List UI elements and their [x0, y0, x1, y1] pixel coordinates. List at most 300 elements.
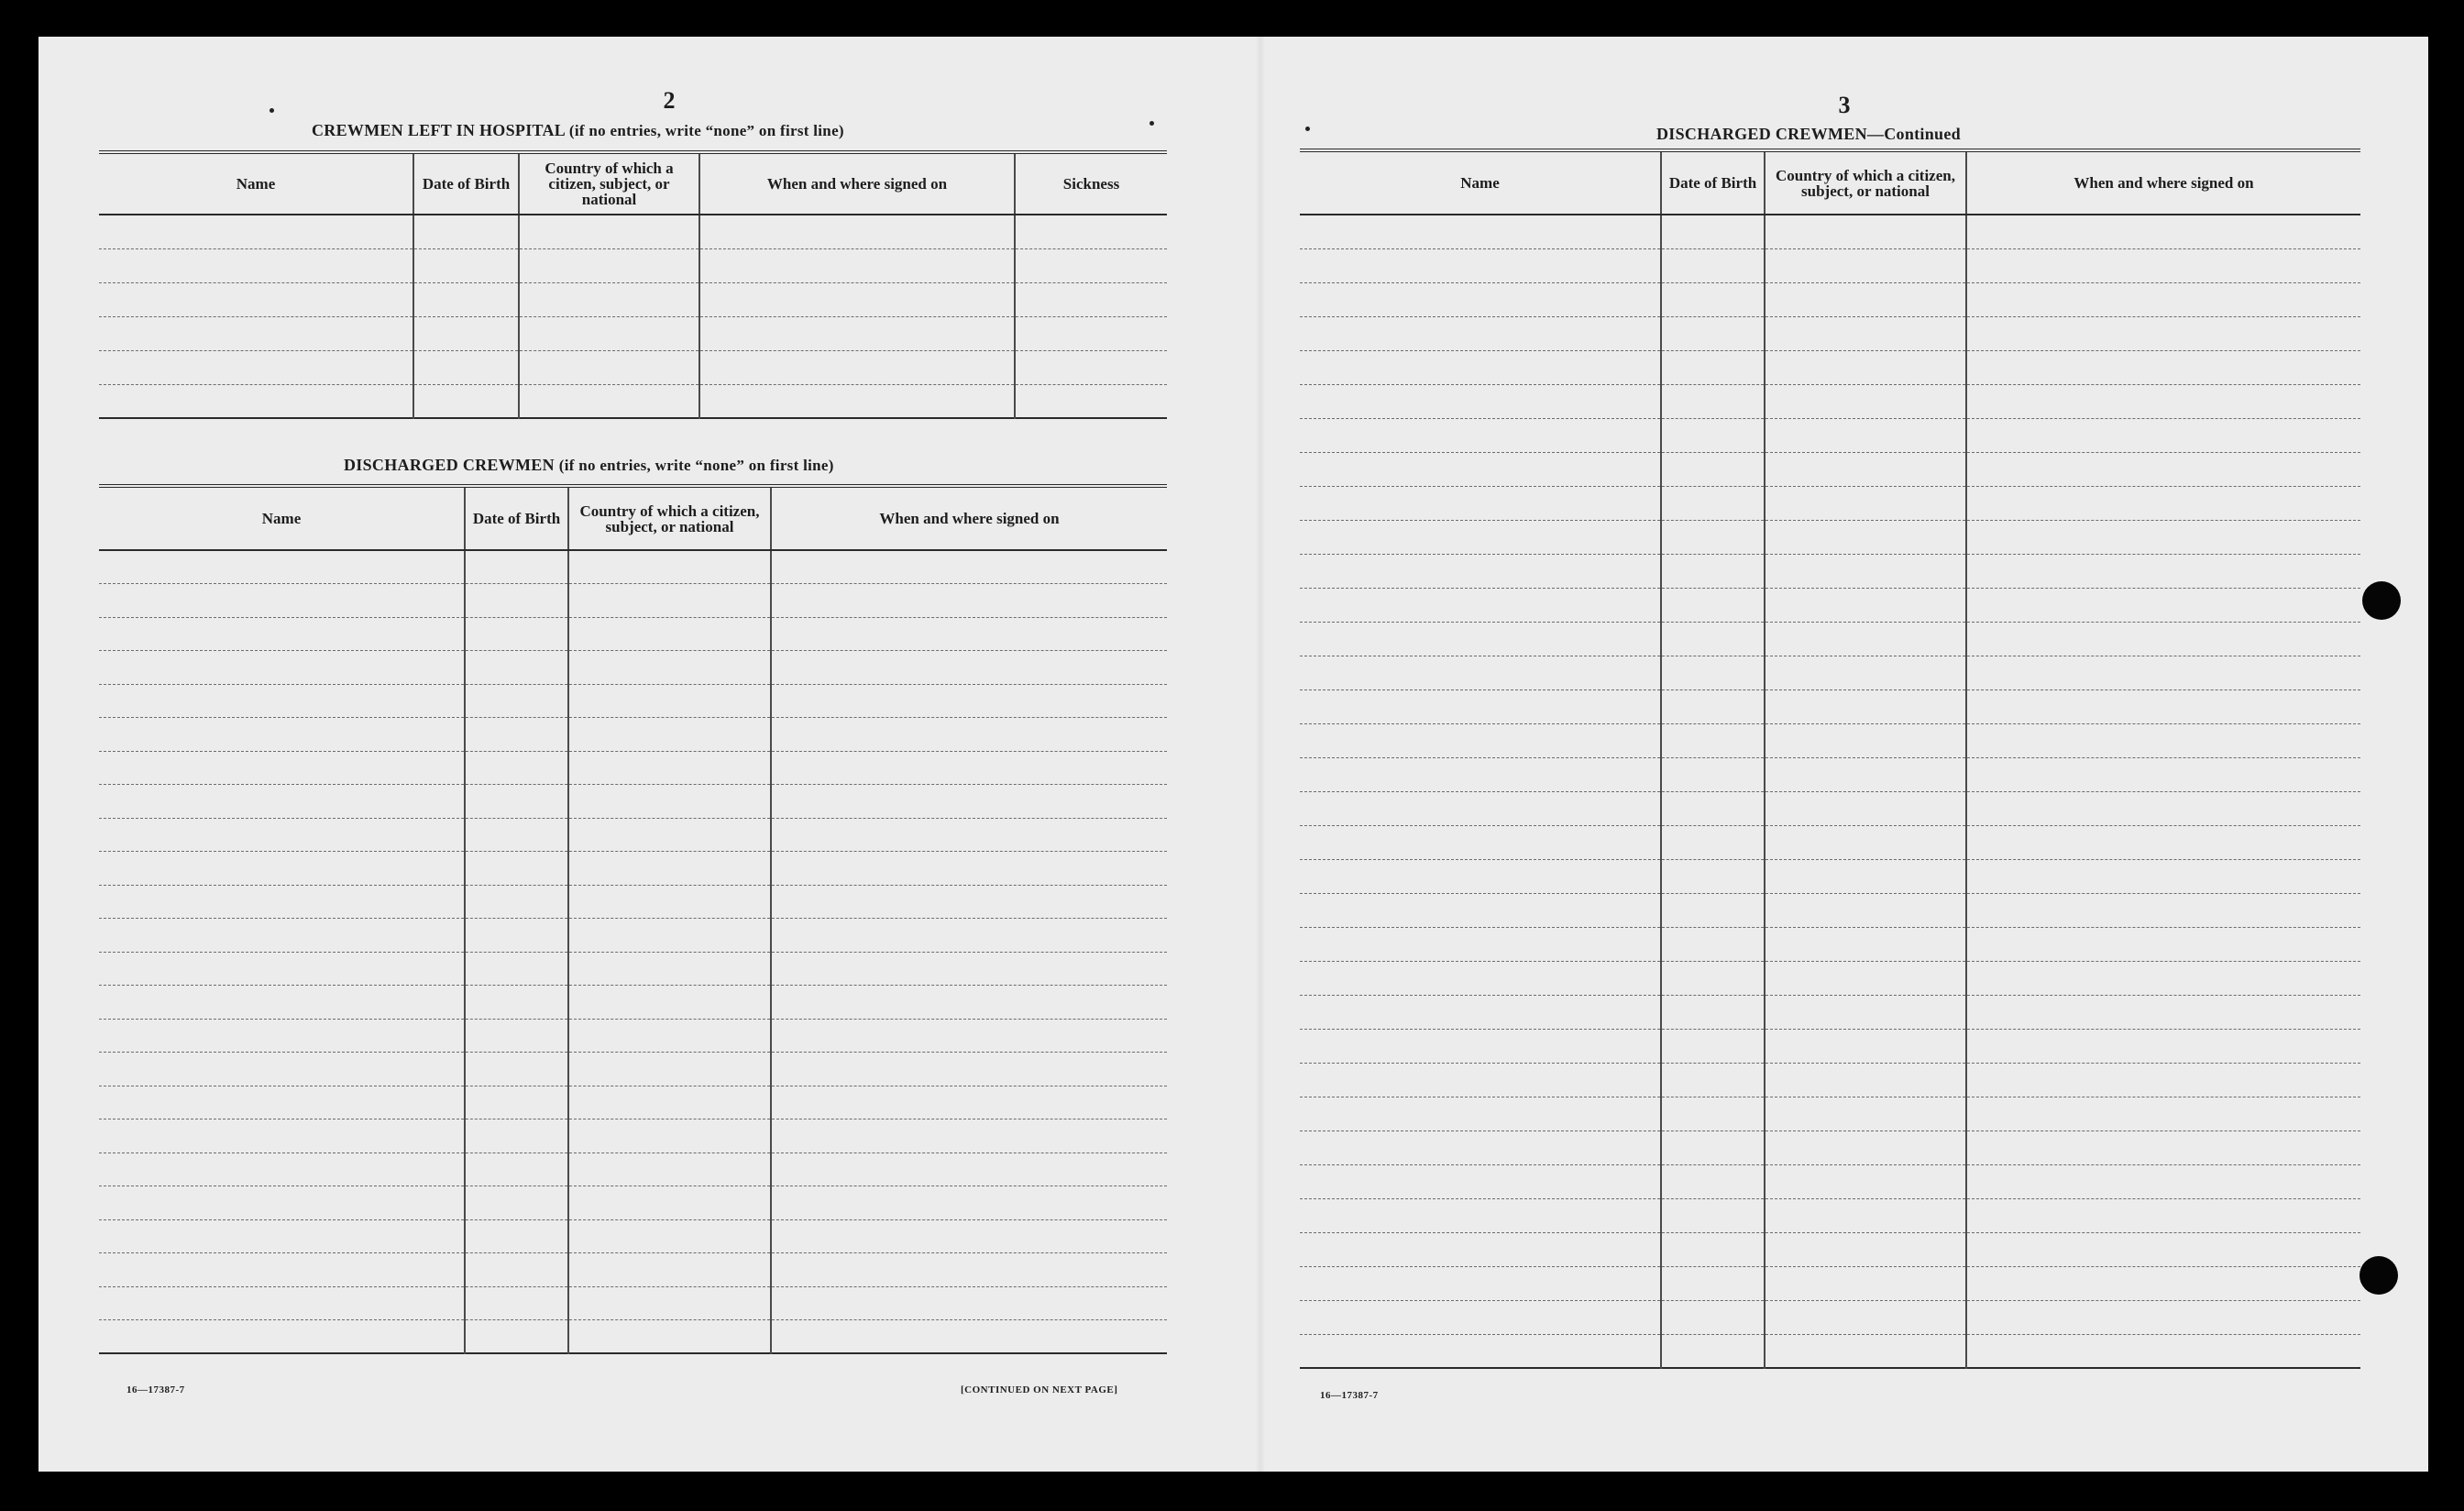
ledger-cell[interactable] [771, 1186, 1167, 1220]
ledger-cell[interactable] [568, 584, 771, 618]
ledger-cell[interactable] [1300, 282, 1661, 316]
column-header-name: Name [99, 152, 413, 215]
ledger-cell[interactable] [1765, 859, 1966, 893]
ledger-cell[interactable] [771, 684, 1167, 718]
ledger-cell[interactable] [1015, 316, 1167, 350]
ledger-cell[interactable] [519, 215, 699, 248]
ledger-cell[interactable] [519, 350, 699, 384]
ledger-cell[interactable] [771, 550, 1167, 584]
ledger-cell[interactable] [1300, 1232, 1661, 1266]
ledger-cell[interactable] [771, 1153, 1167, 1186]
ledger-cell[interactable] [568, 952, 771, 986]
ledger-cell[interactable] [99, 248, 413, 282]
ledger-cell[interactable] [465, 1119, 568, 1153]
ledger-cell[interactable] [99, 718, 465, 752]
ledger-cell[interactable] [1765, 316, 1966, 350]
ledger-cell[interactable] [99, 1153, 465, 1186]
ledger-row [99, 651, 1167, 685]
ledger-cell[interactable] [1300, 622, 1661, 656]
ledger-cell[interactable] [1765, 520, 1966, 554]
ledger-cell[interactable] [1966, 723, 2360, 757]
ledger-cell[interactable] [1300, 452, 1661, 486]
hospital-section-title [312, 121, 844, 140]
ledger-cell[interactable] [99, 1119, 465, 1153]
ledger-cell[interactable] [1015, 384, 1167, 418]
ledger-cell[interactable] [1966, 1097, 2360, 1130]
ledger-cell[interactable] [99, 651, 465, 685]
ledger-cell[interactable] [568, 818, 771, 852]
ledger-cell[interactable] [771, 919, 1167, 953]
ledger-cell[interactable] [1300, 825, 1661, 859]
column-header-date-of-birth: Date of Birth [1661, 150, 1765, 215]
ledger-cell[interactable] [771, 617, 1167, 651]
ledger-row [99, 919, 1167, 953]
ledger-cell[interactable] [465, 651, 568, 685]
ledger-cell[interactable] [99, 350, 413, 384]
ledger-cell[interactable] [1661, 825, 1765, 859]
ledger-cell[interactable] [1966, 452, 2360, 486]
ledger-cell[interactable] [519, 248, 699, 282]
ledger-cell[interactable] [1661, 927, 1765, 961]
discharged-table [99, 484, 1167, 1354]
ledger-cell[interactable] [1300, 248, 1661, 282]
ledger-cell[interactable] [465, 1186, 568, 1220]
ledger-cell[interactable] [1966, 1300, 2360, 1334]
ledger-cell[interactable] [1661, 520, 1765, 554]
ledger-cell[interactable] [99, 1053, 465, 1086]
ledger-cell[interactable] [568, 1119, 771, 1153]
ledger-cell[interactable] [771, 885, 1167, 919]
ledger-cell[interactable] [1966, 520, 2360, 554]
ledger-cell[interactable] [1765, 215, 1966, 248]
ledger-cell[interactable] [1300, 1130, 1661, 1164]
ledger-cell[interactable] [1300, 859, 1661, 893]
column-header-country: Country of which a citizen, subject, or national [1765, 150, 1966, 215]
ledger-cell[interactable] [1015, 350, 1167, 384]
ledger-cell[interactable] [1661, 1063, 1765, 1097]
ledger-cell[interactable] [465, 584, 568, 618]
ledger-cell[interactable] [1300, 927, 1661, 961]
ledger-cell[interactable] [1966, 1130, 2360, 1164]
ledger-cell[interactable] [465, 785, 568, 819]
ledger-cell[interactable] [771, 1219, 1167, 1253]
discharged-section-note: (if no entries, write “none” on first line) [558, 457, 834, 474]
ledger-cell[interactable] [1765, 1130, 1966, 1164]
ledger-cell[interactable] [1765, 757, 1966, 791]
ledger-cell[interactable] [1015, 248, 1167, 282]
ledger-cell[interactable] [1765, 1266, 1966, 1300]
ledger-cell[interactable] [99, 1253, 465, 1287]
ledger-cell[interactable] [99, 785, 465, 819]
ledger-cell[interactable] [699, 350, 1015, 384]
ledger-cell[interactable] [1966, 1232, 2360, 1266]
ledger-cell[interactable] [413, 248, 519, 282]
ledger-row [1300, 520, 2360, 554]
ledger-cell[interactable] [1765, 1063, 1966, 1097]
ledger-cell[interactable] [568, 1186, 771, 1220]
ledger-cell[interactable] [465, 751, 568, 785]
ledger-cell[interactable] [1765, 384, 1966, 418]
ledger-cell[interactable] [771, 584, 1167, 618]
ledger-cell[interactable] [568, 1086, 771, 1119]
ledger-cell[interactable] [99, 215, 413, 248]
ledger-cell[interactable] [465, 952, 568, 986]
ledger-cell[interactable] [771, 1253, 1167, 1287]
ledger-cell[interactable] [1765, 486, 1966, 520]
ledger-cell[interactable] [1765, 282, 1966, 316]
ledger-cell[interactable] [465, 1219, 568, 1253]
page-number-left: 2 [663, 87, 676, 114]
ledger-cell[interactable] [1966, 418, 2360, 452]
ledger-cell[interactable] [1661, 723, 1765, 757]
ledger-cell[interactable] [99, 1320, 465, 1354]
ledger-cell[interactable] [771, 818, 1167, 852]
ledger-cell[interactable] [1966, 995, 2360, 1029]
ledger-cell[interactable] [99, 584, 465, 618]
ledger-cell[interactable] [568, 684, 771, 718]
ledger-cell[interactable] [568, 718, 771, 752]
ledger-cell[interactable] [1966, 825, 2360, 859]
ledger-cell[interactable] [99, 1219, 465, 1253]
ledger-row [99, 384, 1167, 418]
ledger-cell[interactable] [465, 986, 568, 1020]
ledger-cell[interactable] [1966, 248, 2360, 282]
ledger-cell[interactable] [99, 684, 465, 718]
ledger-cell[interactable] [568, 1053, 771, 1086]
ledger-cell[interactable] [1966, 927, 2360, 961]
ledger-cell[interactable] [771, 952, 1167, 986]
ledger-cell[interactable] [1300, 215, 1661, 248]
ledger-cell[interactable] [771, 718, 1167, 752]
ledger-cell[interactable] [1300, 757, 1661, 791]
page-fold [1256, 37, 1265, 1472]
ledger-cell[interactable] [99, 282, 413, 316]
ledger-cell[interactable] [771, 1320, 1167, 1354]
ledger-cell[interactable] [1765, 723, 1966, 757]
ledger-cell[interactable] [1300, 893, 1661, 927]
ledger-cell[interactable] [1661, 757, 1765, 791]
ledger-cell[interactable] [1966, 1164, 2360, 1198]
ledger-cell[interactable] [568, 785, 771, 819]
ledger-cell[interactable] [519, 316, 699, 350]
ledger-row [1300, 1198, 2360, 1232]
ledger-cell[interactable] [99, 751, 465, 785]
ledger-cell[interactable] [771, 1053, 1167, 1086]
ledger-row [1300, 689, 2360, 723]
ledger-cell[interactable] [1300, 961, 1661, 995]
ledger-cell[interactable] [465, 617, 568, 651]
ledger-cell[interactable] [1966, 1334, 2360, 1368]
ledger-cell[interactable] [1300, 520, 1661, 554]
ledger-cell[interactable] [1661, 418, 1765, 452]
ledger-cell[interactable] [568, 651, 771, 685]
ledger-cell[interactable] [465, 852, 568, 886]
ledger-cell[interactable] [1765, 554, 1966, 588]
ledger-cell[interactable] [1661, 656, 1765, 689]
ledger-cell[interactable] [465, 1019, 568, 1053]
ledger-cell[interactable] [1661, 995, 1765, 1029]
ledger-cell[interactable] [1300, 1029, 1661, 1063]
ledger-cell[interactable] [413, 282, 519, 316]
ledger-cell[interactable] [1765, 927, 1966, 961]
ledger-cell[interactable] [465, 1053, 568, 1086]
column-header-signed-on: When and where signed on [699, 152, 1015, 215]
ledger-cell[interactable] [1765, 1300, 1966, 1334]
ledger-cell[interactable] [1300, 791, 1661, 825]
ledger-cell[interactable] [1300, 1198, 1661, 1232]
ledger-cell[interactable] [1765, 656, 1966, 689]
ledger-cell[interactable] [1765, 1334, 1966, 1368]
ledger-cell[interactable] [771, 1086, 1167, 1119]
ledger-cell[interactable] [465, 919, 568, 953]
ledger-cell[interactable] [1661, 1164, 1765, 1198]
ledger-cell[interactable] [465, 1286, 568, 1320]
ledger-cell[interactable] [1765, 1097, 1966, 1130]
ledger-cell[interactable] [1661, 282, 1765, 316]
ledger-cell[interactable] [568, 1320, 771, 1354]
ledger-cell[interactable] [1661, 689, 1765, 723]
ledger-cell[interactable] [1300, 1097, 1661, 1130]
ledger-cell[interactable] [99, 1186, 465, 1220]
ledger-cell[interactable] [1300, 384, 1661, 418]
column-header-sickness: Sickness [1015, 152, 1167, 215]
ledger-cell[interactable] [1966, 384, 2360, 418]
ledger-row [1300, 1300, 2360, 1334]
ledger-cell[interactable] [1765, 418, 1966, 452]
ledger-cell[interactable] [1015, 215, 1167, 248]
scan-speck [270, 108, 274, 113]
ledger-cell[interactable] [771, 751, 1167, 785]
ledger-row [1300, 384, 2360, 418]
ledger-row [99, 248, 1167, 282]
ledger-cell[interactable] [99, 1286, 465, 1320]
ledger-cell[interactable] [1765, 248, 1966, 282]
ledger-cell[interactable] [568, 986, 771, 1020]
ledger-cell[interactable] [1966, 893, 2360, 927]
ledger-cell[interactable] [771, 1019, 1167, 1053]
ledger-cell[interactable] [1966, 622, 2360, 656]
ledger-cell[interactable] [413, 215, 519, 248]
punch-hole [2360, 1256, 2398, 1295]
ledger-cell[interactable] [1765, 825, 1966, 859]
ledger-cell[interactable] [1300, 1063, 1661, 1097]
ledger-cell[interactable] [1765, 622, 1966, 656]
ledger-cell[interactable] [99, 818, 465, 852]
ledger-cell[interactable] [568, 885, 771, 919]
ledger-cell[interactable] [1661, 1232, 1765, 1266]
ledger-cell[interactable] [1015, 282, 1167, 316]
discharged-section-heading: DISCHARGED CREWMEN [344, 456, 555, 474]
ledger-row [99, 584, 1167, 618]
ledger-cell[interactable] [1966, 656, 2360, 689]
ledger-cell[interactable] [1661, 1198, 1765, 1232]
ledger-cell[interactable] [568, 1019, 771, 1053]
ledger-cell[interactable] [413, 350, 519, 384]
ledger-cell[interactable] [1966, 316, 2360, 350]
ledger-cell[interactable] [1661, 1266, 1765, 1300]
ledger-cell[interactable] [1300, 689, 1661, 723]
ledger-cell[interactable] [1300, 1266, 1661, 1300]
ledger-row [1300, 486, 2360, 520]
ledger-cell[interactable] [465, 1253, 568, 1287]
ledger-cell[interactable] [1661, 215, 1765, 248]
ledger-cell[interactable] [568, 919, 771, 953]
ledger-row [1300, 859, 2360, 893]
ledger-cell[interactable] [699, 215, 1015, 248]
ledger-cell[interactable] [1966, 961, 2360, 995]
ledger-cell[interactable] [1300, 418, 1661, 452]
ledger-cell[interactable] [413, 384, 519, 418]
ledger-cell[interactable] [1661, 452, 1765, 486]
ledger-cell[interactable] [1966, 791, 2360, 825]
ledger-cell[interactable] [1661, 554, 1765, 588]
ledger-cell[interactable] [99, 852, 465, 886]
ledger-cell[interactable] [99, 952, 465, 986]
ledger-cell[interactable] [771, 785, 1167, 819]
ledger-cell[interactable] [99, 316, 413, 350]
ledger-row [99, 684, 1167, 718]
ledger-cell[interactable] [1300, 350, 1661, 384]
ledger-cell[interactable] [1966, 689, 2360, 723]
ledger-cell[interactable] [771, 1119, 1167, 1153]
ledger-cell[interactable] [413, 316, 519, 350]
ledger-cell[interactable] [99, 986, 465, 1020]
ledger-cell[interactable] [1661, 859, 1765, 893]
ledger-row [99, 1119, 1167, 1153]
ledger-cell[interactable] [771, 852, 1167, 886]
ledger-cell[interactable] [1661, 350, 1765, 384]
ledger-cell[interactable] [568, 1219, 771, 1253]
ledger-cell[interactable] [1966, 1029, 2360, 1063]
ledger-cell[interactable] [568, 751, 771, 785]
ledger-cell[interactable] [519, 282, 699, 316]
ledger-cell[interactable] [465, 718, 568, 752]
ledger-cell[interactable] [1661, 1097, 1765, 1130]
ledger-cell[interactable] [465, 550, 568, 584]
ledger-cell[interactable] [568, 1253, 771, 1287]
ledger-cell[interactable] [1661, 622, 1765, 656]
ledger-cell[interactable] [1661, 1029, 1765, 1063]
ledger-cell[interactable] [568, 617, 771, 651]
ledger-cell[interactable] [699, 248, 1015, 282]
ledger-cell[interactable] [1765, 689, 1966, 723]
ledger-cell[interactable] [1765, 1232, 1966, 1266]
ledger-cell[interactable] [99, 1086, 465, 1119]
ledger-cell[interactable] [1300, 656, 1661, 689]
ledger-cell[interactable] [1661, 248, 1765, 282]
ledger-cell[interactable] [699, 384, 1015, 418]
ledger-cell[interactable] [1765, 588, 1966, 622]
ledger-row [1300, 893, 2360, 927]
ledger-cell[interactable] [1966, 1266, 2360, 1300]
ledger-cell[interactable] [465, 1320, 568, 1354]
ledger-cell[interactable] [1661, 316, 1765, 350]
ledger-cell[interactable] [1966, 350, 2360, 384]
punch-hole [2362, 581, 2401, 620]
ledger-cell[interactable] [1661, 1130, 1765, 1164]
ledger-cell[interactable] [1765, 452, 1966, 486]
ledger-row [1300, 554, 2360, 588]
ledger-cell[interactable] [1966, 486, 2360, 520]
ledger-cell[interactable] [1661, 588, 1765, 622]
ledger-cell[interactable] [99, 384, 413, 418]
ledger-cell[interactable] [1765, 791, 1966, 825]
ledger-cell[interactable] [1966, 215, 2360, 248]
ledger-cell[interactable] [1300, 1164, 1661, 1198]
ledger-cell[interactable] [1966, 282, 2360, 316]
ledger-cell[interactable] [1300, 995, 1661, 1029]
ledger-row [1300, 723, 2360, 757]
ledger-cell[interactable] [465, 1153, 568, 1186]
ledger-cell[interactable] [771, 1286, 1167, 1320]
ledger-cell[interactable] [1765, 1029, 1966, 1063]
ledger-cell[interactable] [1300, 486, 1661, 520]
ledger-cell[interactable] [1966, 757, 2360, 791]
ledger-cell[interactable] [1765, 995, 1966, 1029]
ledger-cell[interactable] [465, 818, 568, 852]
ledger-cell[interactable] [1300, 1334, 1661, 1368]
ledger-cell[interactable] [1661, 486, 1765, 520]
ledger-cell[interactable] [1765, 1164, 1966, 1198]
ledger-cell[interactable] [1661, 961, 1765, 995]
ledger-cell[interactable] [1300, 554, 1661, 588]
ledger-cell[interactable] [1300, 588, 1661, 622]
ledger-cell[interactable] [465, 1086, 568, 1119]
ledger-cell[interactable] [99, 919, 465, 953]
ledger-cell[interactable] [1300, 316, 1661, 350]
ledger-cell[interactable] [1966, 1063, 2360, 1097]
ledger-cell[interactable] [1300, 1300, 1661, 1334]
ledger-row [99, 986, 1167, 1020]
ledger-cell[interactable] [1661, 384, 1765, 418]
ledger-cell[interactable] [568, 1153, 771, 1186]
ledger-cell[interactable] [465, 885, 568, 919]
ledger-cell[interactable] [99, 1019, 465, 1053]
ledger-cell[interactable] [1966, 859, 2360, 893]
column-header-date-of-birth: Date of Birth [413, 152, 519, 215]
ledger-cell[interactable] [1661, 1334, 1765, 1368]
ledger-cell[interactable] [519, 384, 699, 418]
ledger-cell[interactable] [465, 684, 568, 718]
ledger-cell[interactable] [1661, 893, 1765, 927]
ledger-cell[interactable] [1966, 554, 2360, 588]
ledger-cell[interactable] [771, 651, 1167, 685]
ledger-cell[interactable] [1966, 1198, 2360, 1232]
ledger-cell[interactable] [1765, 961, 1966, 995]
ledger-cell[interactable] [99, 885, 465, 919]
ledger-cell[interactable] [699, 316, 1015, 350]
ledger-cell[interactable] [568, 1286, 771, 1320]
ledger-cell[interactable] [1765, 350, 1966, 384]
ledger-cell[interactable] [1966, 588, 2360, 622]
ledger-row [99, 885, 1167, 919]
ledger-cell[interactable] [99, 550, 465, 584]
ledger-cell[interactable] [771, 986, 1167, 1020]
ledger-cell[interactable] [699, 282, 1015, 316]
ledger-row [99, 1320, 1167, 1354]
ledger-row [1300, 825, 2360, 859]
ledger-cell[interactable] [1661, 1300, 1765, 1334]
ledger-cell[interactable] [1661, 791, 1765, 825]
ledger-row [1300, 622, 2360, 656]
ledger-cell[interactable] [1300, 723, 1661, 757]
ledger-cell[interactable] [568, 852, 771, 886]
ledger-cell[interactable] [568, 550, 771, 584]
column-header-date-of-birth: Date of Birth [465, 486, 568, 550]
ledger-cell[interactable] [1765, 893, 1966, 927]
ledger-cell[interactable] [99, 617, 465, 651]
ledger-cell[interactable] [1765, 1198, 1966, 1232]
